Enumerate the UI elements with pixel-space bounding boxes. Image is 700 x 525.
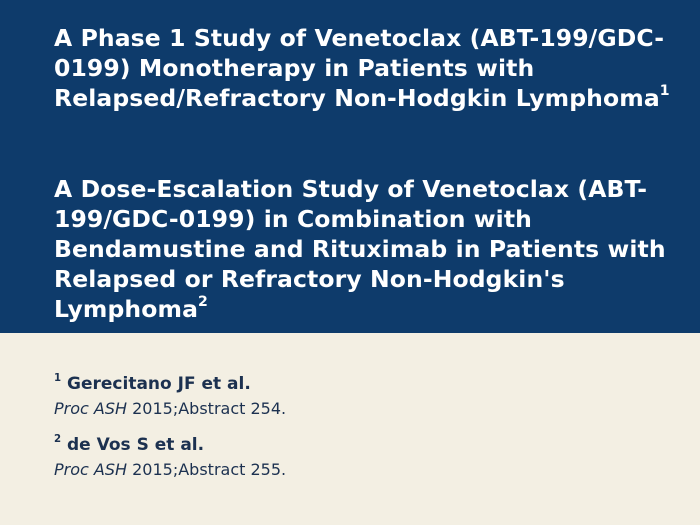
- reference-1-authors-line: [54, 372, 654, 396]
- reference-1-citation: [54, 396, 654, 422]
- reference-2-number: 2: [54, 433, 62, 445]
- reference-1-details: 2015;Abstract 254.: [132, 399, 287, 418]
- study-title-1-text: A Phase 1 Study of Venetoclax (ABT-199/GDC-0199) Monotherapy in Patients with Relapsed/Refractory Non-Hodgkin Lymphoma: [54, 24, 665, 112]
- reference-2-citation: [54, 457, 654, 483]
- reference-2-details: 2015;Abstract 255.: [132, 460, 287, 479]
- study-title-1: [54, 23, 674, 113]
- reference-2: [54, 433, 654, 483]
- reference-1-number: 1: [54, 372, 62, 384]
- study-title-2: [54, 174, 674, 324]
- reference-1-journal: Proc ASH: [54, 399, 128, 418]
- reference-2-journal: Proc ASH: [54, 460, 128, 479]
- study-title-2-text: A Dose-Escalation Study of Venetoclax (ABT-199/GDC-0199) in Combination with Bendamustine and Rituximab in Patients with Relapsed or Refractory Non-Hodgkin's Lymphoma: [54, 175, 666, 323]
- reference-1: [54, 372, 654, 422]
- reference-1-authors: Gerecitano JF et al.: [67, 374, 251, 394]
- study-title-2-superscript: 2: [198, 294, 208, 311]
- study-title-1-superscript: 1: [659, 83, 670, 100]
- reference-2-authors-line: [54, 433, 654, 457]
- reference-2-authors: de Vos S et al.: [67, 435, 205, 455]
- references: [54, 372, 654, 483]
